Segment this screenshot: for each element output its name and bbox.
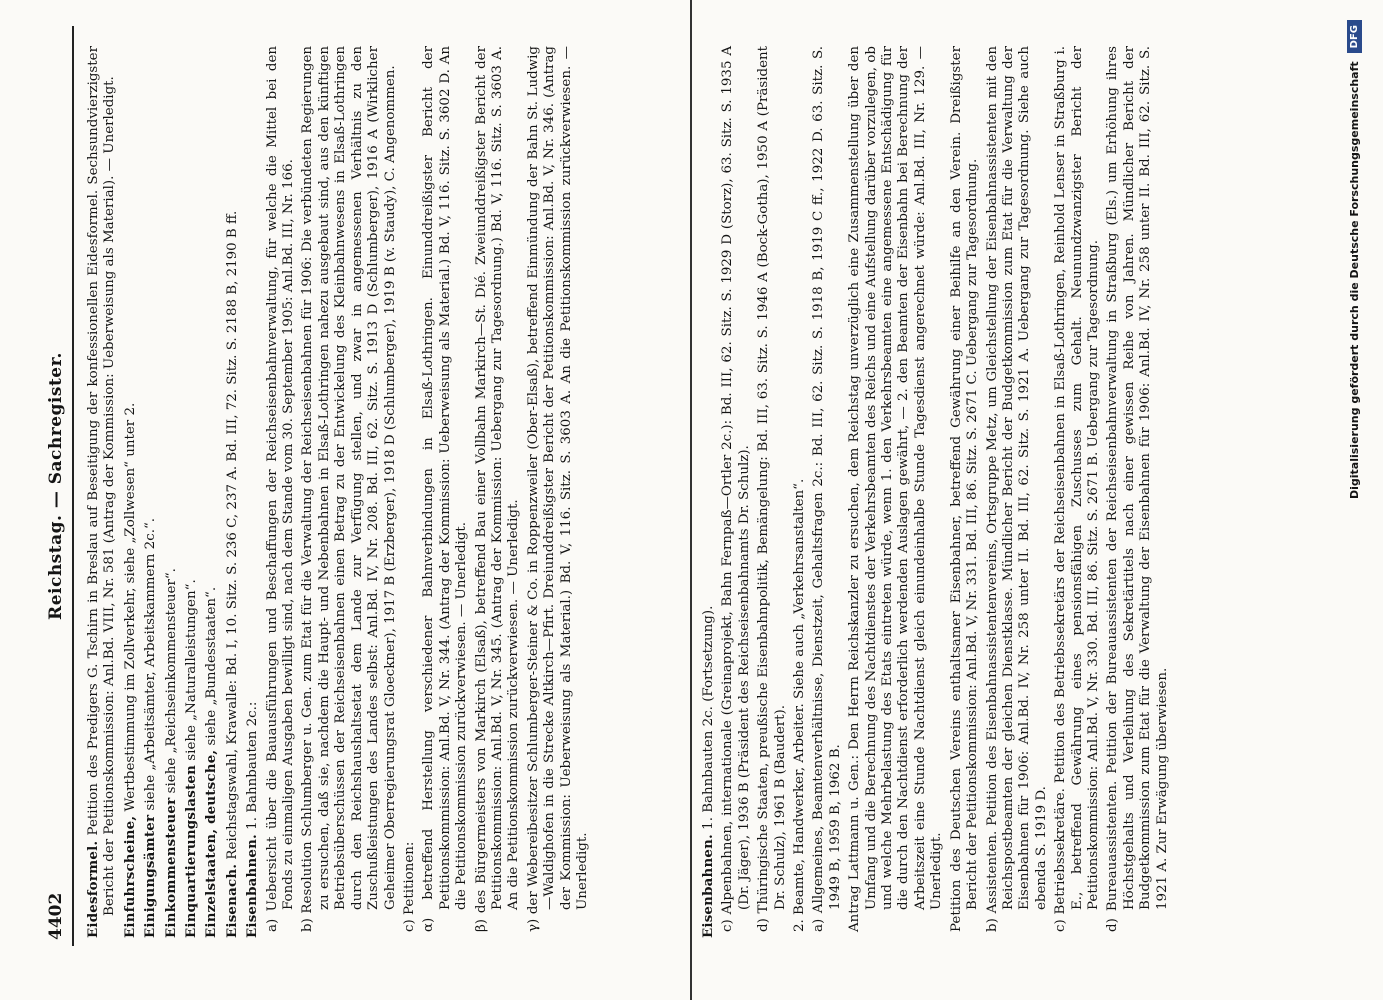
running-title: Reichstag. — Sachregister. [46, 352, 66, 620]
index-entry [756, 46, 789, 938]
entry-headword: Einkommensteuer [162, 797, 179, 938]
entry-headword: Einquartierungslasten [183, 764, 200, 938]
entry-text: Antrag Lattmann u. Gen.: Den Herrn Reichskanzler zu ersuchen, dem Reichstag unverzüglich eine Zusammenstellung über den Umfang und die Berechnung des Nachtdienstes der Verkehrsbeamten des Reichs und eine Aufstellung darüber vorzulegen, ob und welche Mehrbelastung des Etats eintreten würde, wenn 1. den Verkehrsbeamten eine angemessene Entschädigung für die durch den Nachtdienst erforderlich werdenden Auslagen gewährt, — 2. den Beamten der Eisenbahn bei Berechnung der Arbeitszeit eine Stunde Nachtdienst gleich einundeinhalbe Stunde Tagesdienst angerechnet würde: Anl.Bd. III, Nr. 129. — Unerledigt. [847, 46, 945, 932]
entry-text: β) des Bürgermeisters von Markirch (Elsaß), betreffend Bau einer Vollbahn Markirch—St. Dié. Zweiunddreißigster Bericht der Petitionskommission: Anl.Bd. V, Nr. 345. (Antrag der Kommission: Uebergang zur Tagesordnung.) Bd. V, 116. Sitz. S. 3603 A. An die Petitionskommission zurückverwiesen. — Unerledigt. [473, 46, 522, 932]
entry-headword: Eisenbahnen. [700, 834, 716, 938]
index-entry [792, 46, 808, 938]
entry-text: a) Allgemeines, Beamtenverhältnisse, Dienstzeit, Gehaltsfragen 2c.: Bd. III, 62. Sitz. S. 1918 B, 1919 C ff., 1922 D. 63. Sitz. S. 1949 B, 1959 B, 1962 B. [811, 46, 843, 932]
entry-text: 1. Bahnbauten 2c.: [245, 701, 261, 830]
entry-text: a) Uebersicht über die Bauausführungen und Beschaffungen der Reichseisenbahnverwaltung, für welche die Mittel bei den Fonds zu einmaligen Ausgaben bewilligt sind, nach dem Stande vom 30. September 1905: Anl.Bd. III, Nr. 166. [264, 46, 297, 932]
entry-text: Reichstagswahl, Krawalle: Bd. I, 10. Sitz. S. 236 C, 237 A. Bd. III, 72. Sitz. S. 2188 B, 2190 B ff. [224, 210, 240, 860]
index-entry [122, 46, 139, 938]
index-entry [474, 46, 523, 938]
entry-text: γ) der Webereibesitzer Schlumberger-Steiner & Co. in Roppenzweiler (Ober-Elsaß), betreffend Einmündung der Bahn St. Ludwig—Waldighofen in die Strecke Altkirch—Pfirt. Dreiunddreißigster Bericht der Petitionskommission: Anl.Bd. V, Nr. 346. (Antrag der Kommission: Ueberweisung als Material.) Bd. V, 116. Sitz. S. 3603 A. An die Petitionskommission zurückverwiesen. — Unerledigt. [525, 46, 590, 932]
entry-text: b) Assistenten. Petition des Eisenbahnassistentenvereins, Ortsgruppe Metz, um Gleichstellung der Eisenbahnassistenten mit den Reichspostbeamten der gleichen Dienstklasse. Mündlicher Bericht der Budgetkommission zum Etat für die Verwaltung der Eisenbahnen für 1906: Anl.Bd. IV, Nr. 258 unter II. Bd. III, 62. Sitz. S. 1921 A. Uebergang zur Tagesordnung. Siehe auch ebenda S. 1919 D. [984, 46, 1049, 932]
index-column-left [85, 46, 594, 938]
entry-headword: Eidesformel. [85, 840, 101, 938]
entry-text: b) Resolution Schlumberger u. Gen. zum Etat für die Verwaltung der Reichseisenbahnen für 1906: Die verbündeten Regierungen zu ersuchen, daß sie, nachdem die Haupt- und Nebenbahnen in Elsaß-Lothringen nahezu ausgebaut sind, aus den künftigen Betriebsüberschüssen der Reichseisenbahnen einen Betrag zu der Entwickelung des Kleinbahnwesens in Elsaß-Lothringen durch den Reichshaushaltsetat dem Lande zur Verfügung stellen, und zwar in angemessenen Verhältnis zu den Zuschußleistungen des Landes selbst: Anl.Bd. IV, Nr. 208. Bd. III, 62. Sitz. S. 1913 D (Schlumberger), 1916 A (Wirklicher Geheimer Oberregierungsrat Gloeckner), 1917 B (Erzberger), 1918 D (Schlumberger), 1919 B (v. Staudy), C. Angenommen. [300, 46, 398, 932]
entry-text: siehe „Naturalleistungen“. [184, 579, 200, 761]
index-entry [265, 46, 298, 938]
index-column-right [700, 46, 1174, 938]
index-entry [300, 46, 398, 938]
index-entry [224, 46, 241, 938]
entry-text: Wertbestimmung im Zollverkehr, siehe „Zollwesen“ unter 2. [122, 402, 138, 812]
column-divider [690, 0, 692, 1000]
digitization-footer [1345, 20, 1363, 980]
entry-text: d) Thüringische Staaten, preußische Eisenbahnpolitik, Bemängelung: Bd. III, 63. Sitz. S. 1946 A (Bock-Gotha), 1950 A (Präsident Dr. Schulz), 1961 B (Baudert). [756, 46, 788, 932]
index-entry [142, 46, 159, 938]
entry-text: siehe „Arbeitsämter, Arbeitskammern 2c.“. [143, 517, 159, 811]
entry-headword: Eisenbahnen. [244, 834, 261, 938]
entry-text: α) betreffend Herstellung verschiedener Bahnverbindungen in Elsaß-Lothringen. Einunddreißigster Bericht der Petitionskommission: Anl.Bd. V, Nr. 344. (Antrag der Kommission: Ueberweisung als Material.) Bd. V, 116. Sitz. S. 3602 D. An die Petitionskommission zurückverwiesen. — Unerledigt. [421, 46, 470, 932]
index-entry [526, 46, 592, 938]
page-number: 4402 [46, 892, 66, 940]
index-entry [1105, 46, 1171, 938]
entry-text: d) Bureauassistenten. Petition der Bureauassistenten der Reichseisenbahnverwaltung in Straßburg (Els.) um Erhöhung ihres Höchstgehalts und Verleihung des Sekretärtitels nach einer gewissen Reihe von Jahren. Mündlicher Bericht der Budgetkommission zum Etat für die Verwaltung der Eisenbahnen für 1906: Anl.Bd. IV, Nr. 258 unter II. Bd. III, 62. Sitz. S. 1921 A. Zur Erwägung überwiesen. [1105, 46, 1170, 932]
index-entry [720, 46, 753, 938]
entry-headword: Eisenach. [223, 863, 240, 938]
index-entry [949, 46, 982, 938]
entry-text: 1. Bahnbauten 2c. (Fortsetzung). [701, 605, 716, 830]
index-entry [421, 46, 470, 938]
index-entry [85, 46, 119, 938]
entry-text: siehe „Reichseinkommensteuer“. [163, 568, 179, 794]
entry-text: c) Petitionen: [401, 841, 417, 932]
entry-headword: Einigungsämter [142, 814, 159, 938]
index-entry [985, 46, 1051, 938]
dfg-logo: DFG [1347, 20, 1362, 53]
entry-text: c) Betriebssekretäre. Petition des Betriebssekretärs der Reichseisenbahnen in Elsaß-Lothringen, Reinhold Lenser in Straßburg i. E., betreffend Gewährung eines pensionsfähigen Zuschusses zum Gehalt. Neunundzwanzigster Bericht der Petitionskommission: Anl.Bd. V, Nr. 330. Bd. III, 86. Sitz. S. 2671 B. Uebergang zur Tagesordnung. [1053, 46, 1101, 932]
index-entry [244, 46, 261, 938]
index-entry [163, 46, 180, 938]
entry-text: c) Alpenbahnen, internationale (Greinaprojekt, Bahn Fernpaß—Ortler 2c.): Bd. III, 62. Sitz. S. 1929 D (Storz), 63. Sitz. S. 1935 A (Dr. Jäger), 1936 B (Präsident des Reichseisenbahnamts Dr. Schulz). [720, 46, 752, 932]
index-entry [811, 46, 844, 938]
entry-text: Petition des Predigers G. Tschirn in Breslau auf Beseitigung der konfessionellen Eidesformel. Sechsundvierzigster Bericht der Petitionskommission: Anl.Bd. VIII, Nr. 581 (Antrag der Kommission: Ueberweisung als Material). — Unerledigt. [86, 46, 118, 916]
index-entry [847, 46, 945, 938]
index-entry [1053, 46, 1102, 938]
index-entry [700, 46, 717, 938]
digitization-note: Digitalisierung gefördert durch die Deutsche Forschungsgemeinschaft [1347, 61, 1361, 500]
entry-text: Petition des Deutschen Vereins enthaltsamer Eisenbahner, betreffend Gewährung einer Beihilfe an den Verein. Dreißigster Bericht der Petitionskommission: Anl.Bd. V, Nr. 331. Bd. III, 86. Sitz. S. 2671 C. Uebergang zur Tagesordnung. [948, 46, 981, 932]
index-entry [402, 46, 418, 938]
index-entry [183, 46, 200, 938]
entry-text: siehe „Bundesstaaten“. [204, 586, 220, 746]
entry-headword: Einzelstaaten, deutsche, [203, 749, 220, 938]
entry-text: 2. Beamte, Handwerker, Arbeiter. Siehe auch „Verkehrsanstalten“. [792, 478, 808, 932]
page-header [42, 26, 74, 946]
index-entry [203, 46, 220, 938]
entry-headword: Einfuhrscheine, [121, 815, 138, 938]
